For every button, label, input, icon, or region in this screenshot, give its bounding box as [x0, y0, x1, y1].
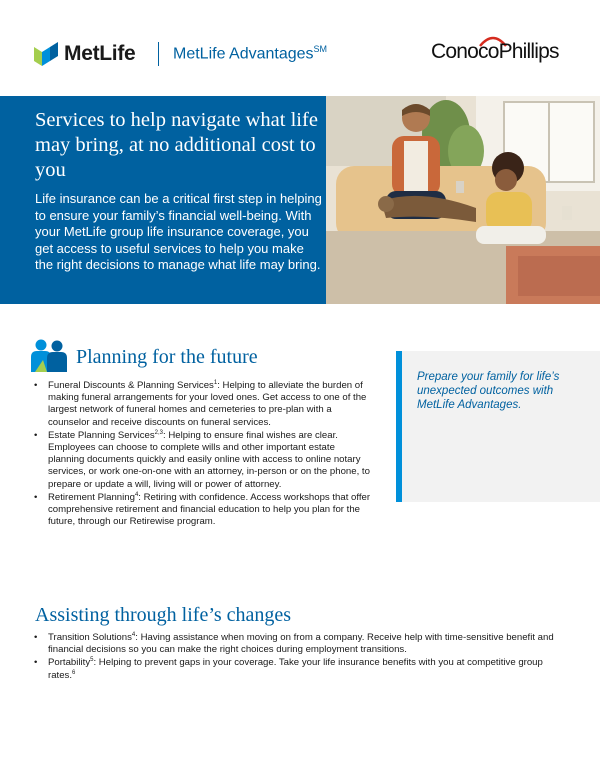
people-icon — [30, 338, 68, 372]
couple-with-dog-photo — [326, 96, 600, 304]
hero-body: Life insurance can be a critical first step in helping to ensure your family’s financial well-being. With your MetLife group life insurance coverage, you get access to useful services to help you make the right decisions to manage what life may bring. — [35, 191, 322, 272]
metlife-mark-icon — [34, 42, 58, 66]
page-header — [0, 0, 600, 96]
list-item: • Funeral Discounts & Planning Services$^1$: Helping to alleviate the burden of making funeral arrangements for your loved ones. Get access to one of the largest network of funeral homes and cemeteries to pre-plan with a counselor and receive discounts on funeral services. — [32, 380, 372, 429]
list-item: • Transition Solutions$^4$: Having assistance when moving on from a company. Receive help with time-sensitive benefit and financial decisions so you can make the right choices during employment transitions. — [32, 632, 560, 656]
callout-text: Prepare your family for life’s unexpected outcomes with MetLife Advantages. — [417, 371, 560, 411]
header-divider — [158, 42, 159, 66]
section-title-planning: Planning for the future — [76, 346, 258, 368]
hero-photo — [326, 96, 600, 304]
transition-services-list — [32, 632, 560, 683]
metlife-logo — [34, 42, 135, 66]
employer-logo: ConocoPhillips — [431, 40, 559, 63]
program-name: MetLife Advantages℠ — [173, 44, 328, 63]
callout-accent-bar — [396, 351, 402, 502]
list-item: • Portability$^5$: Helping to prevent gaps in your coverage. Take your life insurance benefits with you at competitive group rates.$^6$ — [32, 657, 560, 681]
hero-text-panel — [0, 96, 326, 304]
hero-title: Services to help navigate what life may bring, at no additional cost to you — [35, 109, 318, 181]
callout-box — [396, 351, 600, 502]
planning-services-list — [32, 380, 372, 529]
section-title-assisting: Assisting through life’s changes — [35, 604, 292, 626]
list-item: • Retirement Planning$^4$: Retiring with confidence. Access workshops that offer comprehensive retirement and financial education to help you plan for the future, through our Retirewise program. — [32, 492, 372, 529]
list-item: • Estate Planning Services$^{2,3}$: Helping to ensure final wishes are clear. Employees can choose to complete wills and other important estate planning documents quickly and easily online with access to online notary services, or work one-on-one with an attorney, in-person or on the phone, to prepare or update a will, living will or power of attorney. — [32, 430, 372, 491]
hero-banner — [0, 96, 600, 304]
service-mark: SM — [313, 44, 328, 54]
metlife-wordmark: MetLife — [64, 42, 136, 65]
